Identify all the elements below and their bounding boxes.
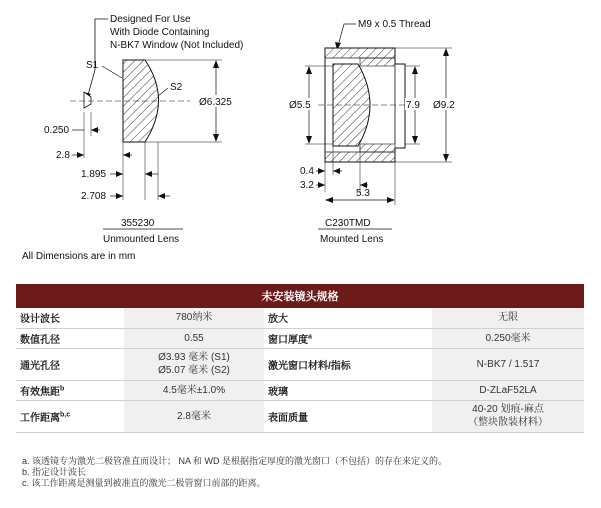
- row-value: N-BK7 / 1.517: [432, 348, 584, 380]
- row-key: [16, 400, 124, 432]
- row-key: 表面质量: [264, 400, 432, 432]
- row-key-text: 工作距离: [20, 412, 60, 424]
- row-key-text: 窗口厚度: [268, 334, 308, 346]
- value-line: Ø3.93 毫米 (S1): [158, 352, 230, 363]
- dim-32: 3.2: [300, 180, 314, 191]
- table-row: [16, 328, 584, 348]
- spec-table-title: 未安装镜头规格: [16, 284, 584, 308]
- dim-0250: 0.250: [44, 125, 70, 136]
- row-value: 0.55: [124, 328, 264, 348]
- dim-28: 2.8: [56, 150, 70, 161]
- dim-1895: 1.895: [81, 169, 107, 180]
- dim-diameter-6325: Ø6.325: [199, 97, 232, 108]
- s2-label: S2: [170, 82, 183, 93]
- unmounted-part-number: 355230: [121, 218, 155, 229]
- row-key: 放大: [264, 308, 432, 328]
- unmounted-lens-drawing: [44, 14, 243, 245]
- table-row: [16, 348, 584, 380]
- mounted-caption: Mounted Lens: [320, 234, 384, 245]
- mounted-lens-drawing: [287, 19, 462, 245]
- footnote-c: c. 该工作距离是测量到被准直的激光二极管窗口前部的距离。: [22, 478, 266, 488]
- row-value: 4.5毫米±1.0%: [124, 380, 264, 400]
- unmounted-caption: Unmounted Lens: [103, 234, 180, 245]
- s1-label: S1: [86, 60, 99, 71]
- footnote-a: a. 该透镜专为激光二极管准直而设计； NA 和 WD 是根据指定厚度的激光窗口（不包括）的存在来定义的。: [22, 456, 448, 466]
- dim-diameter-55: Ø5.5: [289, 100, 311, 111]
- table-row: [16, 380, 584, 400]
- dimensions-note: All Dimensions are in mm: [22, 251, 136, 262]
- spec-table-header: [16, 284, 584, 308]
- row-value: 0.250毫米: [432, 328, 584, 348]
- dim-04: 0.4: [300, 166, 314, 177]
- footnote-marker: b: [60, 385, 65, 393]
- footnote-marker: b,c: [60, 411, 71, 419]
- row-value: [124, 348, 264, 380]
- footnote-marker: a: [308, 333, 312, 341]
- footnotes: [22, 456, 447, 489]
- value-line: Ø5.07 毫米 (S2): [158, 365, 230, 376]
- dim-53: 5.3: [356, 188, 370, 199]
- callout-line-3: N-BK7 Window (Not Included): [110, 40, 244, 51]
- mounted-part-number: C230TMD: [325, 218, 371, 229]
- row-key-text: 有效焦距: [20, 386, 60, 398]
- row-value: 2.8毫米: [124, 400, 264, 432]
- callout-line-2: With Diode Containing: [110, 27, 210, 38]
- table-row: [16, 400, 584, 432]
- thread-label: M9 x 0.5 Thread: [358, 19, 431, 30]
- footnote-b: b. 指定设计波长: [22, 467, 87, 477]
- row-key: [16, 380, 124, 400]
- spec-table: [16, 284, 584, 433]
- dim-diameter-92: Ø9.2: [433, 100, 455, 111]
- table-row: [16, 308, 584, 328]
- dim-79: 7.9: [406, 100, 420, 111]
- row-value: [432, 400, 584, 432]
- row-key: 通光孔径: [16, 348, 124, 380]
- row-value: D-ZLaF52LA: [432, 380, 584, 400]
- value-line: （整块散装材料）: [468, 417, 548, 428]
- row-key: 玻璃: [264, 380, 432, 400]
- row-key: 激光窗口材料/指标: [264, 348, 432, 380]
- row-value: 无限: [432, 308, 584, 328]
- row-key: 设计波长: [16, 308, 124, 328]
- callout-line-1: Designed For Use: [110, 14, 191, 25]
- row-value: 780纳米: [124, 308, 264, 328]
- dim-2708: 2.708: [81, 191, 107, 202]
- value-line: 40-20 划痕-麻点: [472, 404, 544, 415]
- row-key: [264, 328, 432, 348]
- row-key: 数值孔径: [16, 328, 124, 348]
